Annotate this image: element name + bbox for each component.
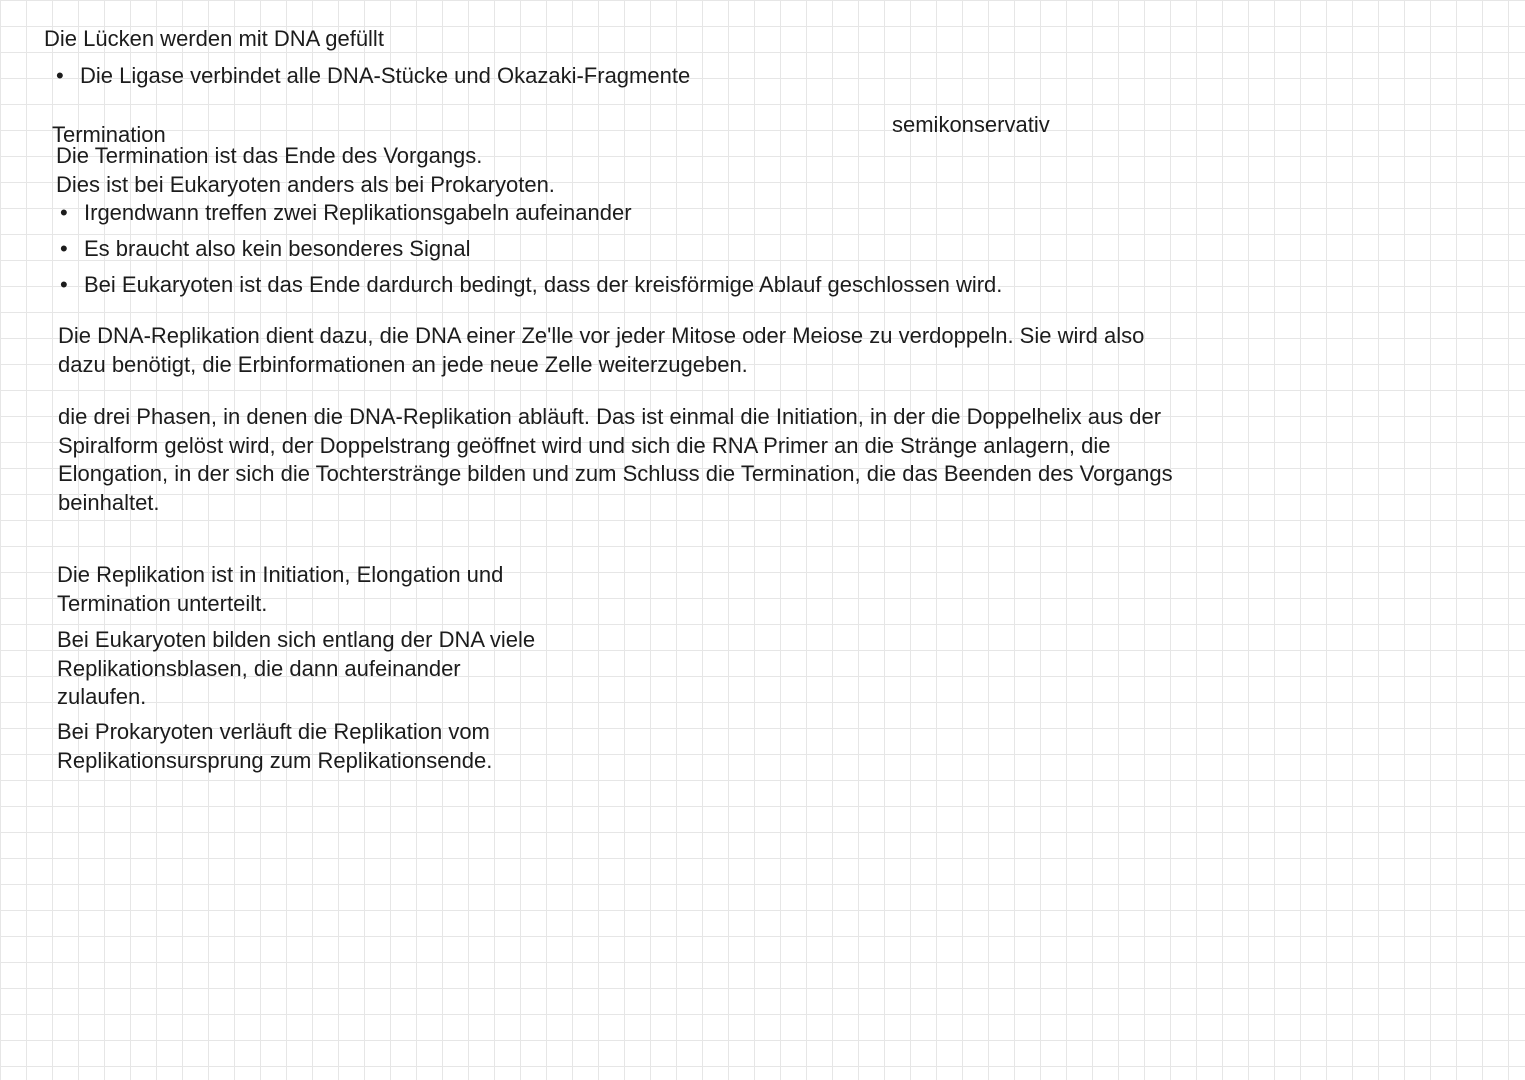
paragraph-line: die drei Phasen, in denen die DNA-Replikation abläuft. Das ist einmal die Initiation, in der die Doppelhelix aus der [58, 404, 1162, 429]
purpose-paragraph [58, 322, 1144, 379]
paragraph-line: Die DNA-Replikation dient dazu, die DNA einer Ze'lle vor jeder Mitose oder Meiose zu verdoppeln. Sie wird also [58, 323, 1145, 348]
termination-bullet-2: Es braucht also kein besonderes Signal [84, 236, 471, 261]
summary-line: Bei Eukaryoten bilden sich entlang der DNA viele [57, 627, 536, 652]
paragraph-line: beinhaltet. [58, 489, 160, 515]
side-note-semikonservativ: semikonservativ [892, 112, 1050, 137]
ligase-bullet: Die Ligase verbindet alle DNA-Stücke und Okazaki-Fragmente [80, 63, 691, 88]
summary-line: zulaufen. [57, 684, 147, 709]
bullet-dot: • [60, 236, 68, 261]
summary-line: Die Replikation ist in Initiation, Elongation und [57, 562, 504, 587]
summary-block-phases [57, 561, 503, 618]
termination-bullet-3: Bei Eukaryoten ist das Ende dardurch bedingt, dass der kreisförmige Ablauf geschlossen wird. [84, 272, 1003, 297]
termination-intro-line-2: Dies ist bei Eukaryoten anders als bei Prokaryoten. [56, 172, 555, 197]
termination-heading: Termination [52, 122, 166, 147]
summary-block-prokaryotes [57, 718, 492, 775]
paragraph-line: Spiralform gelöst wird, der Doppelstrang geöffnet wird und sich die RNA Primer an die Stränge anlagern, die [58, 432, 1111, 458]
summary-line: Bei Prokaryoten verläuft die Replikation vom [57, 719, 490, 744]
termination-intro-line-1: Die Termination ist das Ende des Vorgangs. [56, 143, 483, 168]
fill-heading: Die Lücken werden mit DNA gefüllt [44, 26, 384, 51]
summary-line: Replikationsblasen, die dann aufeinander [57, 655, 461, 681]
termination-bullet-1: Irgendwann treffen zwei Replikationsgabeln aufeinander [84, 200, 632, 225]
summary-block-eukaryotes [57, 626, 535, 712]
summary-line: Replikationsursprung zum Replikationsende. [57, 747, 493, 773]
phases-paragraph [58, 403, 1173, 517]
paragraph-line: dazu benötigt, die Erbinformationen an jede neue Zelle weiterzugeben. [58, 351, 748, 377]
bullet-dot: • [60, 272, 68, 297]
summary-line: Termination unterteilt. [57, 590, 268, 616]
bullet-dot: • [60, 200, 68, 225]
paragraph-line: Elongation, in der sich die Tochterstränge bilden und zum Schluss die Termination, die das Beenden des Vorgangs [58, 461, 1173, 486]
bullet-dot: • [56, 63, 64, 88]
